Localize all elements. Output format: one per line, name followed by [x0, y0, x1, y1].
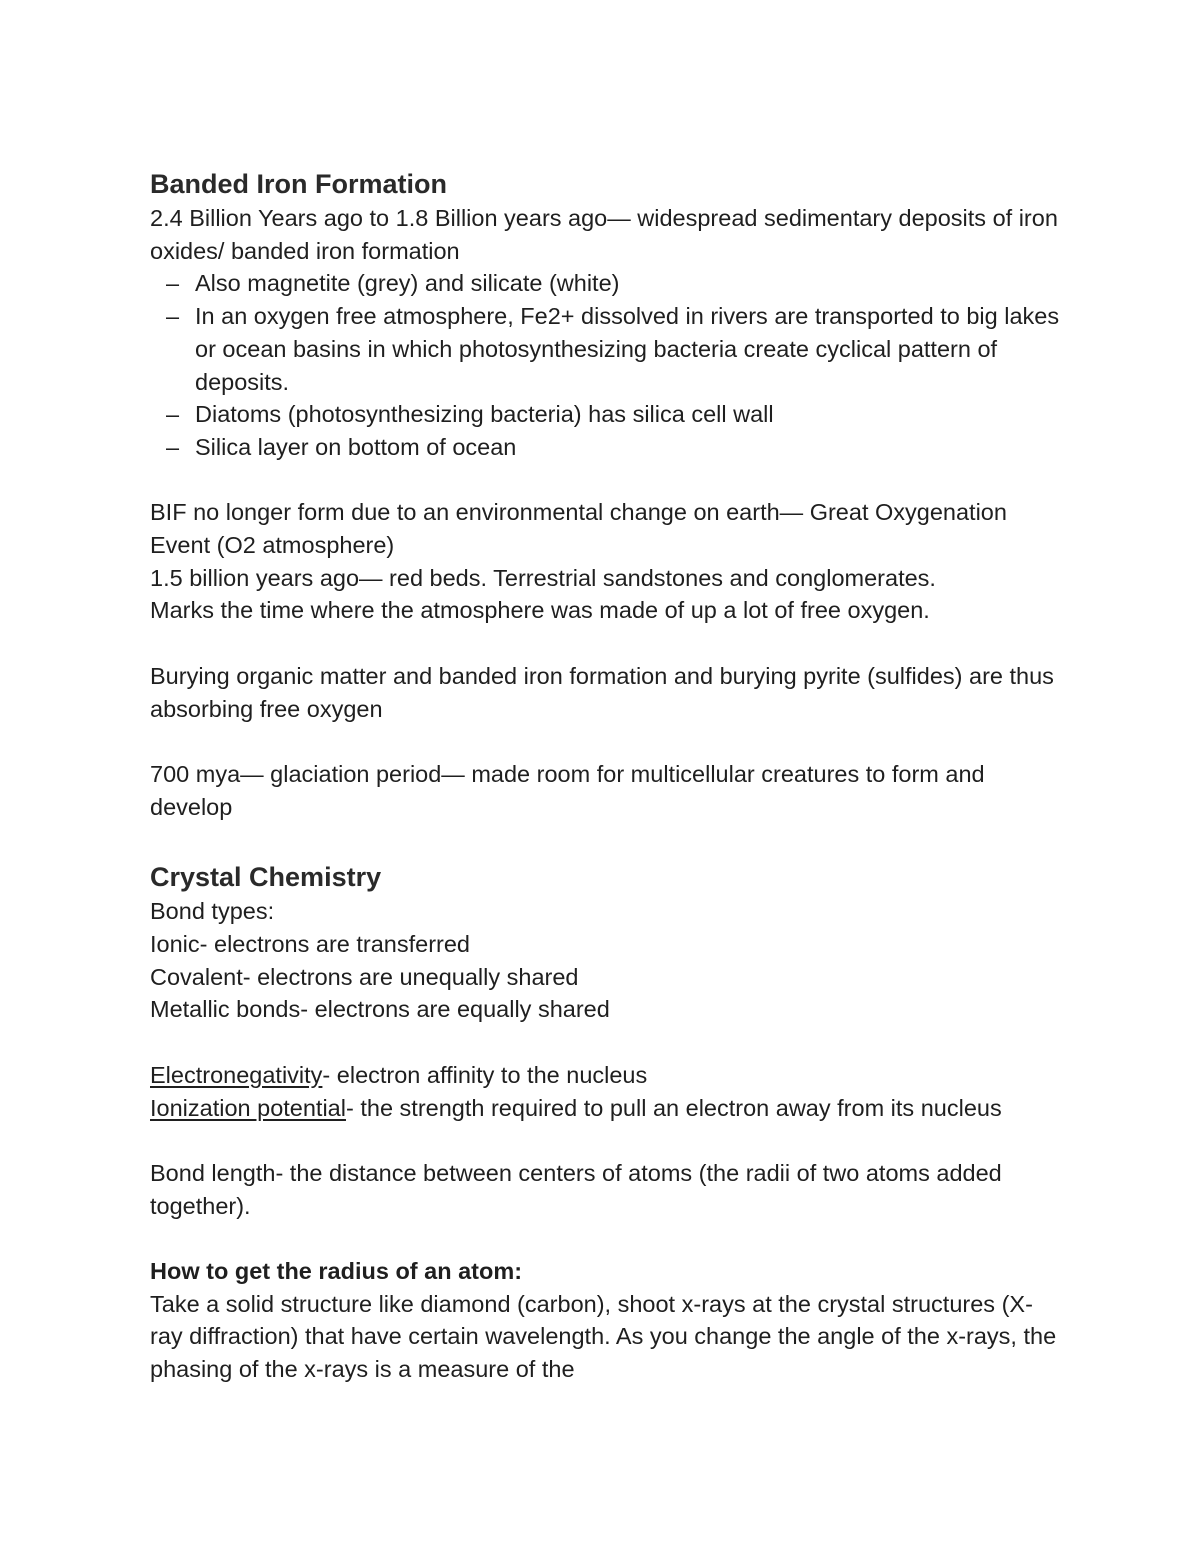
spacer: [150, 1222, 1060, 1255]
heading-crystal-chemistry: Crystal Chemistry: [150, 862, 382, 893]
document-page: [150, 166, 1060, 1386]
spacer: [150, 823, 1060, 859]
ionization-term: Ionization potential: [150, 1094, 346, 1121]
spacer: [150, 464, 1060, 497]
red-beds-line-2: Marks the time where the atmosphere was made of up a lot of free oxygen.: [150, 597, 930, 624]
bond-length-paragraph: Bond length- the distance between centers of atoms (the radii of two atoms added together).: [150, 1159, 1002, 1219]
ionization-definition: - the strength required to pull an electron away from its nucleus: [345, 1094, 1002, 1121]
spacer: [150, 725, 1060, 758]
list-item: – Also magnetite (grey) and silicate (white): [195, 267, 1060, 300]
ionization-line: [150, 1092, 1060, 1125]
radius-heading: How to get the radius of an atom:: [150, 1258, 523, 1284]
list-item: – Silica layer on bottom of ocean: [195, 431, 1060, 464]
bif-paragraph: BIF no longer form due to an environmental change on earth— Great Oxygenation Event (O2 atmosphere): [150, 499, 1007, 559]
bond-ionic: Ionic- electrons are transferred: [150, 931, 471, 958]
spacer: [150, 1026, 1060, 1059]
heading-banded-iron-formation: Banded Iron Formation: [150, 169, 447, 199]
electronegativity-term: Electronegativity: [150, 1061, 323, 1088]
spacer: [150, 627, 1060, 660]
electronegativity-line: [150, 1059, 1060, 1092]
bond-types-label: Bond types:: [150, 898, 275, 925]
spacer: [150, 1124, 1060, 1157]
radius-paragraph: Take a solid structure like diamond (carbon), shoot x-rays at the crystal structures (X-ray diffraction) that have certain wavelength. As you change the angle of the x-rays, the phasing of the x-rays is a measure of the: [150, 1290, 1057, 1383]
list-item: – Diatoms (photosynthesizing bacteria) has silica cell wall: [195, 398, 1060, 431]
red-beds-line-1: 1.5 billion years ago— red beds. Terrestrial sandstones and conglomerates.: [150, 564, 936, 591]
electronegativity-definition: - electron affinity to the nucleus: [322, 1061, 648, 1088]
bond-metallic: Metallic bonds- electrons are equally shared: [150, 996, 610, 1023]
bullet-list: [150, 267, 1060, 463]
intro-paragraph: 2.4 Billion Years ago to 1.8 Billion years ago— widespread sedimentary deposits of iron oxides/ banded iron formation: [150, 205, 1058, 264]
glaciation-paragraph: 700 mya— glaciation period— made room for multicellular creatures to form and develop: [150, 760, 985, 820]
burying-paragraph: Burying organic matter and banded iron formation and burying pyrite (sulfides) are thus absorbing free oxygen: [150, 662, 1054, 722]
list-item: – In an oxygen free atmosphere, Fe2+ dissolved in rivers are transported to big lakes or ocean basins in which photosynthesizing bacteria create cyclical pattern of deposits.: [195, 300, 1060, 398]
bond-covalent: Covalent- electrons are unequally shared: [150, 963, 579, 990]
